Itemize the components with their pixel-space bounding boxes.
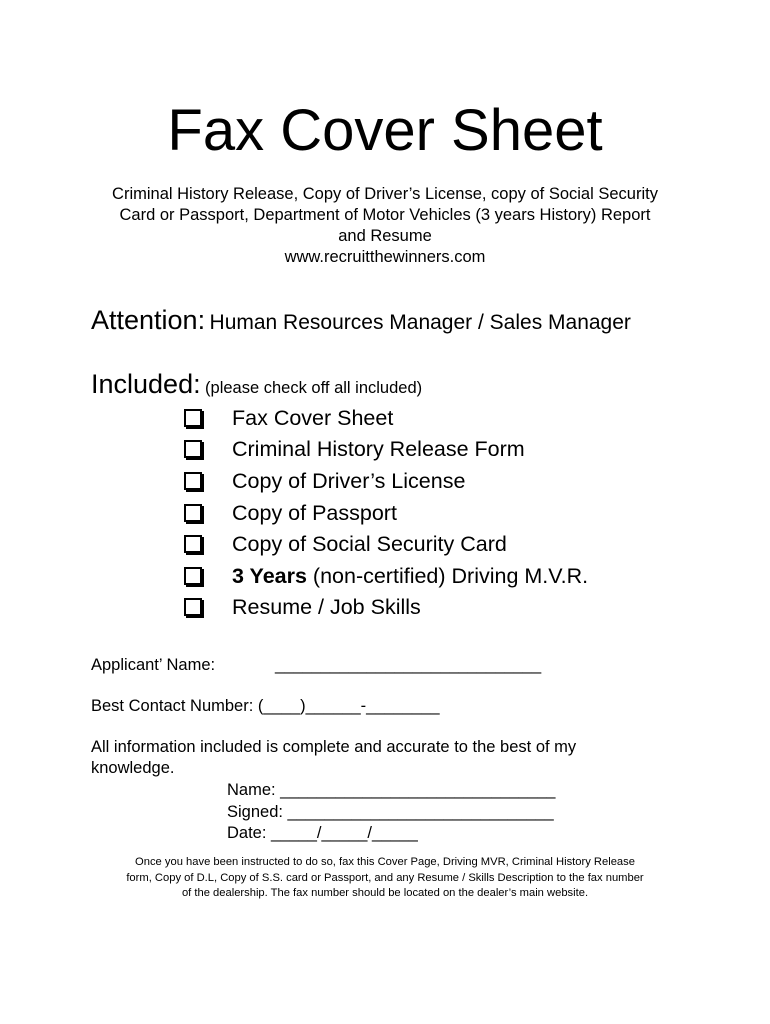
checkbox-icon[interactable] [184,409,202,427]
signed-field[interactable]: Signed: _____________________________ [227,802,554,821]
website-url: www.recruitthewinners.com [284,248,486,266]
attention-recipient: Human Resources Manager / Sales Manager [209,311,631,334]
checklist-item [182,560,588,592]
checkbox-icon[interactable] [184,440,202,458]
included-instruction: (please check off all included) [205,379,423,397]
declaration-statement [91,737,576,779]
checkbox-icon[interactable] [184,535,202,553]
signature-block [227,780,555,845]
instruction-line: form, Copy of D.L, Copy of S.S. card or Passport, and any Resume / Skills Description to the fax number [126,871,644,884]
declaration-line: All information included is complete and accurate to the best of my [91,738,577,756]
description-line: Card or Passport, Department of Motor Vehicles (3 years History) Report [119,206,651,224]
document-description [0,184,770,268]
declaration-line: knowledge. [91,759,175,777]
instruction-line: of the dealership. The fax number should be located on the dealer’s main website. [181,887,589,899]
best-contact-number-field[interactable]: Best Contact Number: (____)______-________ [91,697,440,715]
page-title: Fax Cover Sheet [167,98,603,163]
date-field[interactable]: Date: _____/_____/_____ [227,824,418,842]
checklist-item [182,402,588,434]
checkbox-icon[interactable] [184,567,202,585]
name-field[interactable]: Name: ______________________________ [227,781,556,799]
checklist-item-label: 3 Years (non-certified) Driving M.V.R. [232,563,589,588]
included-checklist [182,402,588,623]
checklist-item [182,592,588,624]
checklist-item [182,528,588,560]
checklist-item-label: Copy of Driver’s License [232,468,466,493]
checklist-item-label: Fax Cover Sheet [232,405,394,430]
description-line: Criminal History Release, Copy of Driver’s License, copy of Social Security [112,185,658,203]
checkbox-icon[interactable] [184,504,202,522]
checklist-item [182,465,588,497]
included-row [91,367,422,401]
checklist-item [182,434,588,466]
checklist-item-label: Criminal History Release Form [232,437,525,462]
checkbox-icon[interactable] [184,472,202,490]
description-line: and Resume [338,227,432,245]
attention-label: Attention: [91,305,206,335]
checkbox-icon[interactable] [184,598,202,616]
fax-instructions [0,855,770,902]
attention-row [91,303,631,340]
instruction-line: Once you have been instructed to do so, fax this Cover Page, Driving MVR, Criminal History Release [135,856,635,868]
checklist-item [182,497,588,529]
checklist-item-label: Copy of Passport [232,500,397,525]
included-label: Included: [91,369,201,399]
checklist-item-label: Copy of Social Security Card [232,532,507,557]
checklist-item-label: Resume / Job Skills [232,595,421,620]
applicant-name-label: Applicant’ Name: [91,656,216,674]
applicant-name-field[interactable]: _____________________________ [275,656,542,674]
